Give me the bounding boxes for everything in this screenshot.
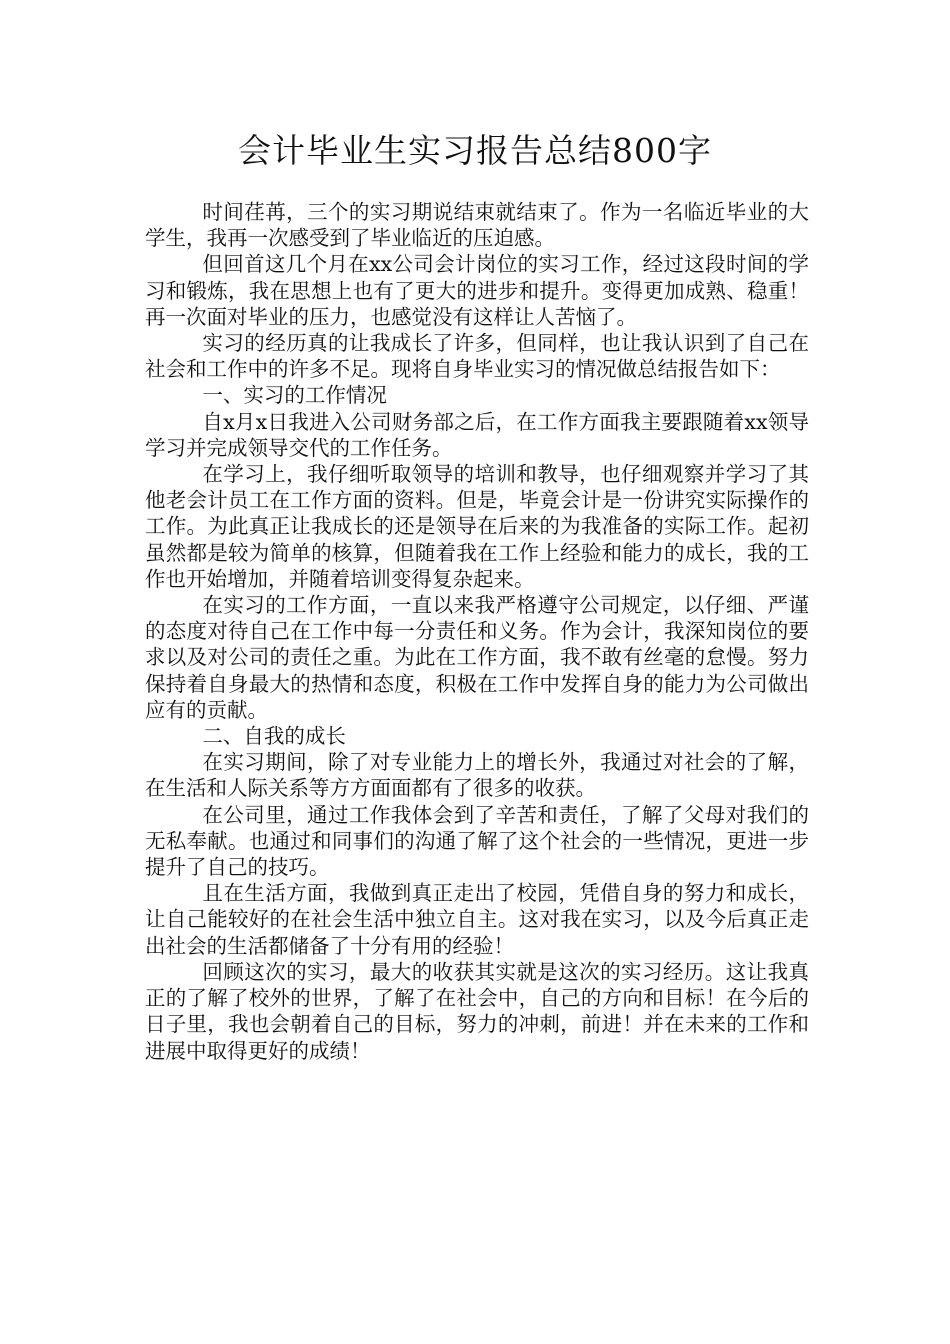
paragraph-3: 实习的经历真的让我成长了许多，但同样，也让我认识到了自己在社会和工作中的许多不足。现将自身毕业实习的情况做总结报告如下：	[145, 331, 809, 382]
paragraph-6: 在实习的工作方面，一直以来我严格遵守公司规定，以仔细、严谨的态度对待自己在工作中每一分责任和义务。作为会计，我深知岗位的要求以及对公司的责任之重。为此在工作方面，我不敢有丝毫的怠慢。努力保持着自身最大的热情和态度，积极在工作中发挥自身的能力为公司做出应有的贡献。	[145, 593, 809, 722]
paragraph-4: 自x月x日我进入公司财务部之后，在工作方面我主要跟随着xx领导学习并完成领导交代的工作任务。	[145, 409, 809, 460]
paragraph-1: 时间荏苒，三个的实习期说结束就结束了。作为一名临近毕业的大学生，我再一次感受到了毕业临近的压迫感。	[145, 200, 809, 251]
paragraph-10: 回顾这次的实习，最大的收获其实就是这次的实习经历。这让我真正的了解了校外的世界，了解了在社会中，自己的方向和目标！在今后的日子里，我也会朝着自己的目标，努力的冲刺，前进！并在未来的工作和进展中取得更好的成绩！	[145, 959, 809, 1063]
paragraph-7: 在实习期间，除了对专业能力上的增长外，我通过对社会的了解，在生活和人际关系等方方面面都有了很多的收获。	[145, 750, 809, 801]
paragraph-5: 在学习上，我仔细听取领导的培训和教导，也仔细观察并学习了其他老会计员工在工作方面的资料。但是，毕竟会计是一份讲究实际操作的工作。为此真正让我成长的还是领导在后来的为我准备的实际工作。起初虽然都是较为简单的核算，但随着我在工作上经验和能力的成长，我的工作也开始增加，并随着培训变得复杂起来。	[145, 462, 809, 591]
paragraph-2: 但回首这几个月在xx公司会计岗位的实习工作，经过这段时间的学习和锻炼，我在思想上也有了更大的进步和提升。变得更加成熟、稳重！再一次面对毕业的压力，也感觉没有这样让人苦恼了。	[145, 252, 809, 329]
section-heading-work: 一、实习的工作情况	[202, 383, 387, 408]
page-title: 会计毕业生实习报告总结800字	[238, 131, 712, 170]
paragraph-9: 且在生活方面，我做到真正走出了校园，凭借自身的努力和成长，让自己能较好的在社会生活中独立自主。这对我在实习，以及今后真正走出社会的生活都储备了十分有用的经验！	[145, 881, 809, 958]
document-body	[145, 199, 809, 1064]
section-heading-growth: 二、自我的成长	[202, 724, 346, 749]
paragraph-8: 在公司里，通过工作我体会到了辛苦和责任，了解了父母对我们的无私奉献。也通过和同事们的沟通了解了这个社会的一些情况，更进一步提升了自己的技巧。	[145, 802, 809, 880]
